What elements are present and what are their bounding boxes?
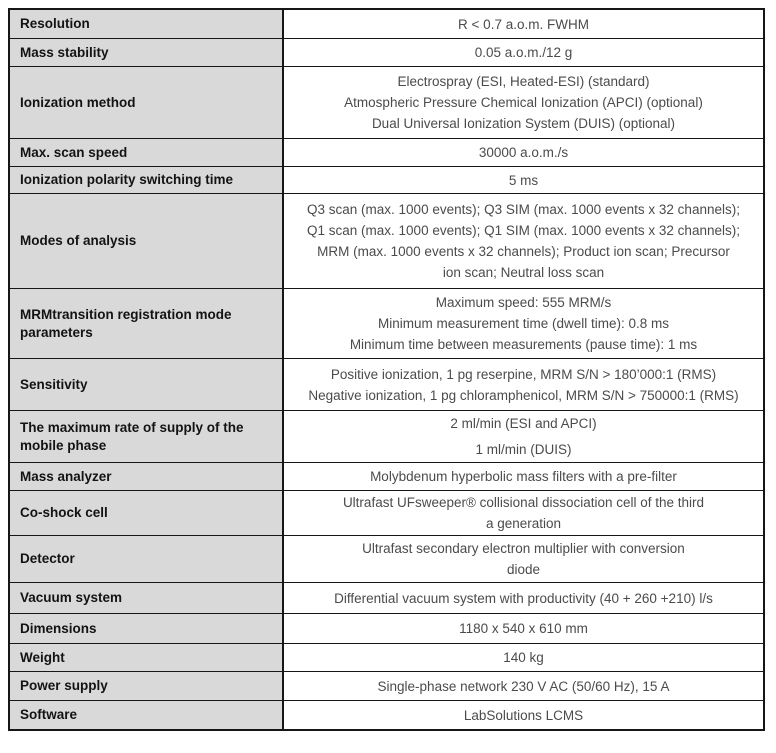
spec-value-line: 0.05 a.o.m./12 g xyxy=(474,45,573,60)
spec-value-line: Electrospray (ESI, Heated-ESI) (standard) xyxy=(397,74,650,89)
table-row-dimensions xyxy=(10,613,763,643)
spec-value-line: Negative ionization, 1 pg chloramphenicol, MRM S/N > 750000:1 (RMS) xyxy=(308,387,739,403)
spec-value-line: Maximum speed: 555 MRM/s xyxy=(435,295,612,310)
spec-value xyxy=(282,167,763,193)
spec-label: Detector xyxy=(10,536,282,582)
table-row-ionization-method xyxy=(10,66,763,138)
spec-label: Sensitivity xyxy=(10,359,282,410)
spec-value xyxy=(282,359,763,410)
table-row-modes-of-analysis xyxy=(10,193,763,288)
spec-value-line: ion scan; Neutral loss scan xyxy=(442,265,605,280)
spec-value xyxy=(282,583,763,613)
table-row-mass-analyzer xyxy=(10,462,763,490)
spec-value xyxy=(282,644,763,671)
spec-value-line: MRM (max. 1000 events x 32 channels); Product ion scan; Precursor xyxy=(317,244,730,259)
spec-value-line: Molybdenum hyperbolic mass filters with a pre-filter xyxy=(370,469,677,484)
spec-value-line: 2 ml/min (ESI and APCI) xyxy=(450,415,597,431)
spec-value-line: LabSolutions LCMS xyxy=(463,707,584,723)
spec-value-line: Atmospheric Pressure Chemical Ionization (APCI) (optional) xyxy=(344,95,703,110)
table-row-mobile-phase-rate xyxy=(10,410,763,462)
spec-value-line: 5 ms xyxy=(508,172,539,188)
table-row-power-supply xyxy=(10,671,763,700)
spec-label: Max. scan speed xyxy=(10,139,282,166)
spec-value xyxy=(282,10,763,38)
spec-value-line: 30000 a.o.m./s xyxy=(478,145,569,160)
spec-label: Weight xyxy=(10,644,282,671)
spec-label: The maximum rate of supply of the mobile phase xyxy=(10,411,282,462)
spec-value-line: diode xyxy=(506,562,541,577)
spec-label: Mass stability xyxy=(10,39,282,66)
spec-value-line: Q3 scan (max. 1000 events); Q3 SIM (max. 1000 events x 32 channels); xyxy=(307,202,740,217)
spec-label: Software xyxy=(10,701,282,729)
spec-value xyxy=(282,139,763,166)
table-row-sensitivity xyxy=(10,358,763,410)
spec-value xyxy=(282,614,763,643)
spec-value xyxy=(282,463,763,490)
spec-value-line: Ultrafast secondary electron multiplier with conversion xyxy=(362,541,685,556)
spec-value-line: Q1 scan (max. 1000 events); Q1 SIM (max. 1000 events x 32 channels); xyxy=(307,223,740,238)
spec-value-line: R < 0.7 a.o.m. FWHM xyxy=(458,16,589,32)
spec-label: MRMtransition registration mode parameters xyxy=(10,289,282,358)
spec-value xyxy=(282,39,763,66)
table-row-co-shock-cell xyxy=(10,490,763,535)
specifications-table xyxy=(8,8,765,731)
spec-label: Co-shock cell xyxy=(10,491,282,535)
spec-value-line: Single-phase network 230 V AC (50/60 Hz), 15 A xyxy=(377,678,670,694)
spec-value xyxy=(282,701,763,729)
spec-value xyxy=(282,67,763,138)
spec-label: Ionization method xyxy=(10,67,282,138)
spec-value-line: 140 kg xyxy=(503,650,544,665)
table-row-vacuum-system xyxy=(10,582,763,613)
table-row-detector xyxy=(10,535,763,582)
spec-label: Resolution xyxy=(10,10,282,38)
spec-label: Mass analyzer xyxy=(10,463,282,490)
table-row-resolution xyxy=(10,10,763,38)
table-row-software xyxy=(10,700,763,729)
spec-value-line: Differential vacuum system with productivity (40 + 260 +210) l/s xyxy=(334,590,713,606)
table-row-polarity-switching xyxy=(10,166,763,193)
spec-value-line: Positive ionization, 1 pg reserpine, MRM S/N > 180’000:1 (RMS) xyxy=(330,366,717,382)
spec-value xyxy=(282,194,763,288)
spec-value xyxy=(282,411,763,462)
spec-value-line: Ultrafast UFsweeper® collisional dissociation cell of the third xyxy=(342,495,705,510)
table-row-max-scan-speed xyxy=(10,138,763,166)
spec-label: Power supply xyxy=(10,672,282,700)
spec-value xyxy=(282,536,763,582)
table-row-weight xyxy=(10,643,763,671)
spec-value-line: 1180 x 540 x 610 mm xyxy=(459,621,588,636)
spec-value-line: a generation xyxy=(485,516,562,531)
spec-label: Modes of analysis xyxy=(10,194,282,288)
table-row-mass-stability xyxy=(10,38,763,66)
spec-value-line: Minimum measurement time (dwell time): 0.8 ms xyxy=(377,316,670,331)
table-row-mrm-transition xyxy=(10,288,763,358)
spec-label: Dimensions xyxy=(10,614,282,643)
spec-value xyxy=(282,289,763,358)
spec-value-line: Minimum time between measurements (pause time): 1 ms xyxy=(349,337,698,352)
spec-value-line: Dual Universal Ionization System (DUIS) (optional) xyxy=(371,116,676,131)
spec-value xyxy=(282,491,763,535)
spec-label: Vacuum system xyxy=(10,583,282,613)
spec-label: Ionization polarity switching time xyxy=(10,167,282,193)
spec-value xyxy=(282,672,763,700)
spec-value-line: 1 ml/min (DUIS) xyxy=(475,441,572,457)
